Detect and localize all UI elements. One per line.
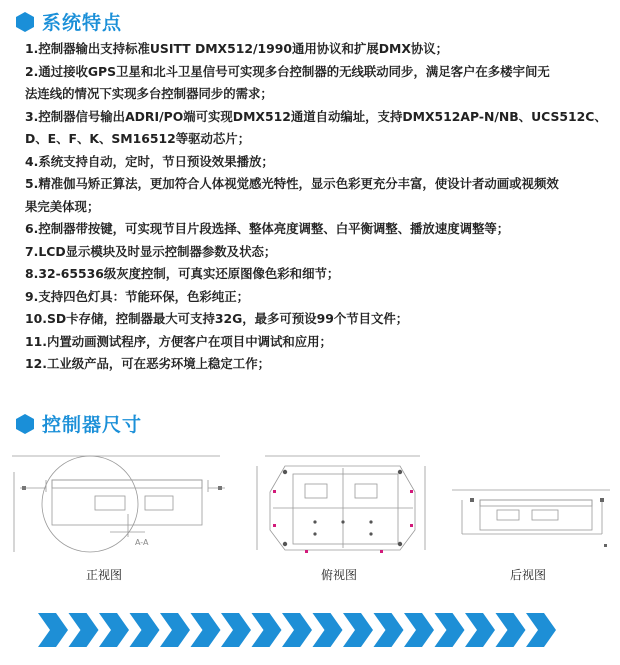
section-label: A-A [135, 538, 149, 547]
chevron-right-icon [465, 613, 495, 647]
feature-line: 8.32-65536级灰度控制，可真实还原图像色彩和细节； [25, 266, 340, 281]
chevron-right-icon [38, 613, 68, 647]
chevron-right-icon [526, 613, 556, 647]
feature-line: 4.系统支持自动，定时，节日预设效果播放； [25, 153, 274, 169]
feature-line: 12.工业级产品，可在恶劣环境上稳定工作； [25, 356, 270, 371]
chevron-right-icon [343, 613, 373, 647]
feature-line: 1.控制器输出支持标准USITT DMX512/1990通用协议和扩展DMX协议； [25, 41, 449, 56]
features-heading [16, 8, 122, 35]
feature-line: 7.LCD显示模块及时显示控制器参数及状态； [25, 243, 277, 259]
chevron-right-icon [191, 613, 221, 647]
chevron-right-icon [496, 613, 526, 647]
feature-line: 9.支持四色灯具：节能环保，色彩纯正； [25, 288, 249, 304]
features-title: 系统特点 [42, 12, 123, 34]
front-view-caption: 正视图 [86, 568, 123, 582]
chevron-right-icon [160, 613, 190, 647]
features-list [25, 38, 610, 376]
chevron-right-icon [282, 613, 312, 647]
dimensions-heading [16, 410, 142, 437]
chevron-right-icon [69, 613, 99, 647]
feature-line: 6.控制器带按键，可实现节目片段选择、整体亮度调整、白平衡调整、播放速度调整等； [25, 221, 510, 236]
chevron-right-icon [374, 613, 404, 647]
front-view-drawing [10, 452, 230, 557]
chevron-right-icon [221, 613, 251, 647]
chevron-right-icon [435, 613, 465, 647]
back-view-drawing [452, 478, 612, 558]
chevron-right-icon [404, 613, 434, 647]
top-view-caption: 俯视图 [321, 568, 358, 582]
hexagon-icon [16, 414, 34, 434]
feature-line: D、E、F、K、SM16512等驱动芯片； [25, 131, 251, 146]
feature-line: 2.通过接收GPS卫星和北斗卫星信号可实现多台控制器的无线联动同步，满足客户在多楼宇间无 [25, 63, 550, 79]
feature-line: 果完美体现； [25, 198, 100, 214]
feature-line: 5.精准伽马矫正算法，更加符合人体视觉感光特性，显示色彩更充分丰富，使设计者动画或视频效 [25, 176, 559, 191]
feature-line: 11.内置动画测试程序，方便客户在项目中调试和应用； [25, 333, 332, 349]
hexagon-icon [16, 12, 34, 32]
dimensions-title: 控制器尺寸 [42, 414, 143, 436]
feature-line: 10.SD卡存储，控制器最大可支持32G，最多可预设99个节目文件； [25, 311, 409, 326]
chevron-right-icon [99, 613, 129, 647]
feature-line: 3.控制器信号输出ADRI/PO端可实现DMX512通道自动编址，支持DMX512AP-N/NB、UCS512C、 [25, 108, 607, 124]
chevron-right-icon [130, 613, 160, 647]
chevron-right-icon [313, 613, 343, 647]
feature-line: 法连线的情况下实现多台控制器同步的需求； [25, 86, 273, 101]
chevron-band [38, 613, 576, 647]
chevron-right-icon [252, 613, 282, 647]
top-view-drawing [255, 452, 430, 560]
back-view-caption: 后视图 [510, 568, 547, 582]
